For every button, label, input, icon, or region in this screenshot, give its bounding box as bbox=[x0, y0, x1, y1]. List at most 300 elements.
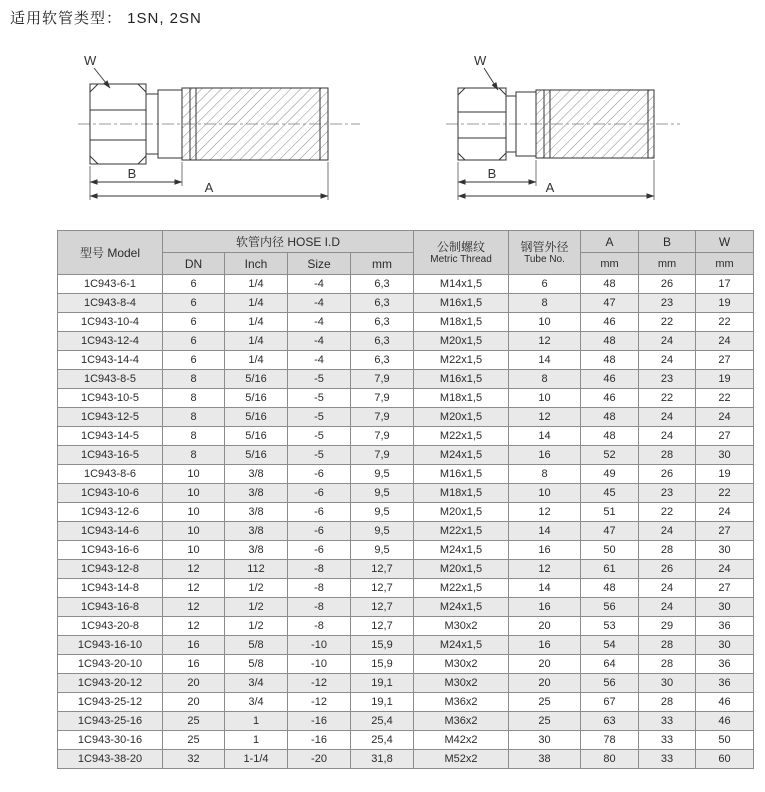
table-cell: 6,3 bbox=[351, 294, 414, 313]
table-cell: -16 bbox=[288, 712, 351, 731]
table-cell: 12 bbox=[163, 617, 225, 636]
table-cell: 54 bbox=[581, 636, 639, 655]
table-row bbox=[58, 332, 754, 351]
table-cell: 60 bbox=[696, 750, 754, 769]
table-cell: 33 bbox=[639, 750, 696, 769]
table-cell: 16 bbox=[163, 655, 225, 674]
table-cell: 25 bbox=[509, 693, 581, 712]
table-row bbox=[58, 427, 754, 446]
table-cell: M20x1,5 bbox=[414, 332, 509, 351]
dim-label-b: B bbox=[127, 166, 137, 181]
table-cell: 1C943-12-6 bbox=[58, 503, 163, 522]
table-cell: 1C943-8-4 bbox=[58, 294, 163, 313]
table-cell: 27 bbox=[696, 427, 754, 446]
table-cell: 36 bbox=[696, 617, 754, 636]
table-cell: 1C943-38-20 bbox=[58, 750, 163, 769]
table-cell: 23 bbox=[639, 370, 696, 389]
tube-en: Tube No. bbox=[524, 253, 565, 265]
table-cell: 10 bbox=[163, 484, 225, 503]
table-cell: 1C943-16-8 bbox=[58, 598, 163, 617]
table-row bbox=[58, 484, 754, 503]
table-cell: 30 bbox=[696, 636, 754, 655]
table-cell: 19,1 bbox=[351, 674, 414, 693]
table-cell: 3/8 bbox=[225, 503, 288, 522]
table-cell: 9,5 bbox=[351, 522, 414, 541]
table-cell: 48 bbox=[581, 332, 639, 351]
table-cell: 1C943-10-5 bbox=[58, 389, 163, 408]
table-cell: 6 bbox=[163, 275, 225, 294]
table-row bbox=[58, 655, 754, 674]
table-cell: 1C943-10-4 bbox=[58, 313, 163, 332]
table-cell: 31,8 bbox=[351, 750, 414, 769]
table-cell: -6 bbox=[288, 522, 351, 541]
table-cell: 3/8 bbox=[225, 541, 288, 560]
table-cell: 8 bbox=[163, 389, 225, 408]
metric-thread-cn: 公制螺纹 bbox=[437, 239, 486, 254]
table-row bbox=[58, 503, 754, 522]
table-cell: 15,9 bbox=[351, 655, 414, 674]
table-cell: M16x1,5 bbox=[414, 294, 509, 313]
table-cell: 28 bbox=[639, 636, 696, 655]
table-cell: 33 bbox=[639, 731, 696, 750]
table-cell: 22 bbox=[639, 503, 696, 522]
table-row bbox=[58, 674, 754, 693]
table-cell: 48 bbox=[581, 351, 639, 370]
table-cell: 12,7 bbox=[351, 560, 414, 579]
dim-label-a: A bbox=[545, 180, 555, 195]
table-cell: -5 bbox=[288, 446, 351, 465]
table-cell: -10 bbox=[288, 636, 351, 655]
table-cell: 8 bbox=[163, 370, 225, 389]
table-cell: 47 bbox=[581, 294, 639, 313]
table-cell: 1/2 bbox=[225, 617, 288, 636]
table-cell: M36x2 bbox=[414, 693, 509, 712]
table-cell: M24x1,5 bbox=[414, 636, 509, 655]
table-cell: 78 bbox=[581, 731, 639, 750]
table-cell: 1C943-14-8 bbox=[58, 579, 163, 598]
table-body bbox=[58, 275, 754, 769]
table-cell: 22 bbox=[639, 389, 696, 408]
table-cell: 25,4 bbox=[351, 712, 414, 731]
header-row-2 bbox=[58, 253, 754, 275]
table-cell: 5/8 bbox=[225, 636, 288, 655]
table-cell: 16 bbox=[163, 636, 225, 655]
table-cell: 24 bbox=[639, 522, 696, 541]
table-row bbox=[58, 617, 754, 636]
table-cell: 8 bbox=[509, 465, 581, 484]
table-cell: 112 bbox=[225, 560, 288, 579]
table-cell: 10 bbox=[163, 503, 225, 522]
table-cell: 12,7 bbox=[351, 598, 414, 617]
table-cell: 38 bbox=[509, 750, 581, 769]
table-cell: 46 bbox=[581, 313, 639, 332]
table-cell: 14 bbox=[509, 579, 581, 598]
table-cell: 22 bbox=[696, 389, 754, 408]
table-row bbox=[58, 465, 754, 484]
table-cell: 24 bbox=[639, 408, 696, 427]
table-cell: 6 bbox=[163, 332, 225, 351]
table-cell: 16 bbox=[509, 598, 581, 617]
table-cell: 22 bbox=[639, 313, 696, 332]
table-cell: 28 bbox=[639, 655, 696, 674]
table-cell: 23 bbox=[639, 484, 696, 503]
table-cell: 3/8 bbox=[225, 484, 288, 503]
table-cell: 63 bbox=[581, 712, 639, 731]
table-cell: 36 bbox=[696, 655, 754, 674]
table-cell: M20x1,5 bbox=[414, 560, 509, 579]
table-cell: 3/4 bbox=[225, 693, 288, 712]
table-cell: 26 bbox=[639, 275, 696, 294]
table-cell: 19 bbox=[696, 370, 754, 389]
table-cell: 1/4 bbox=[225, 332, 288, 351]
table-cell: 5/16 bbox=[225, 408, 288, 427]
table-cell: 7,9 bbox=[351, 370, 414, 389]
table-cell: 36 bbox=[696, 674, 754, 693]
table-cell: 1C943-16-6 bbox=[58, 541, 163, 560]
table-cell: 1C943-25-16 bbox=[58, 712, 163, 731]
table-cell: 3/8 bbox=[225, 465, 288, 484]
table-cell: 10 bbox=[509, 313, 581, 332]
table-row bbox=[58, 313, 754, 332]
table-cell: 14 bbox=[509, 351, 581, 370]
table-cell: 24 bbox=[639, 351, 696, 370]
table-cell: 56 bbox=[581, 598, 639, 617]
table-cell: M30x2 bbox=[414, 617, 509, 636]
table-cell: 1 bbox=[225, 712, 288, 731]
table-cell: 1C943-20-8 bbox=[58, 617, 163, 636]
table-cell: 15,9 bbox=[351, 636, 414, 655]
table-cell: 8 bbox=[163, 408, 225, 427]
table-cell: 33 bbox=[639, 712, 696, 731]
table-cell: 64 bbox=[581, 655, 639, 674]
table-row bbox=[58, 389, 754, 408]
table-cell: 48 bbox=[581, 408, 639, 427]
table-cell: M22x1,5 bbox=[414, 427, 509, 446]
table-cell: 30 bbox=[696, 598, 754, 617]
table-cell: M20x1,5 bbox=[414, 408, 509, 427]
page-title: 适用软管类型： 1SN, 2SN bbox=[10, 10, 202, 27]
table-cell: 48 bbox=[581, 275, 639, 294]
table-cell: 26 bbox=[639, 560, 696, 579]
table-cell: 12 bbox=[509, 408, 581, 427]
col-header-w: W bbox=[696, 231, 754, 253]
table-cell: 24 bbox=[696, 332, 754, 351]
table-cell: 1/2 bbox=[225, 579, 288, 598]
table-row bbox=[58, 731, 754, 750]
table-cell: -4 bbox=[288, 294, 351, 313]
table-cell: 67 bbox=[581, 693, 639, 712]
table-cell: 49 bbox=[581, 465, 639, 484]
table-cell: 1C943-12-4 bbox=[58, 332, 163, 351]
table-cell: M22x1,5 bbox=[414, 351, 509, 370]
table-cell: 6 bbox=[509, 275, 581, 294]
table-cell: 8 bbox=[163, 427, 225, 446]
technical-drawings bbox=[70, 52, 765, 202]
table-cell: 50 bbox=[581, 541, 639, 560]
col-unit-b: mm bbox=[639, 253, 696, 275]
table-cell: 7,9 bbox=[351, 446, 414, 465]
table-cell: 28 bbox=[639, 446, 696, 465]
col-header-mm: mm bbox=[351, 253, 414, 275]
table-cell: 28 bbox=[639, 541, 696, 560]
col-header-dn: DN bbox=[163, 253, 225, 275]
table-cell: 30 bbox=[696, 446, 754, 465]
fitting-diagram-left bbox=[70, 52, 370, 202]
table-cell: 7,9 bbox=[351, 408, 414, 427]
table-cell: 6 bbox=[163, 313, 225, 332]
table-cell: 24 bbox=[696, 560, 754, 579]
table-cell: 30 bbox=[696, 541, 754, 560]
table-cell: 32 bbox=[163, 750, 225, 769]
table-cell: 19 bbox=[696, 465, 754, 484]
table-cell: 16 bbox=[509, 636, 581, 655]
table-cell: 1/2 bbox=[225, 598, 288, 617]
table-cell: 1C943-14-4 bbox=[58, 351, 163, 370]
table-row bbox=[58, 541, 754, 560]
table-cell: 6,3 bbox=[351, 351, 414, 370]
table-cell: -10 bbox=[288, 655, 351, 674]
table-cell: 48 bbox=[581, 579, 639, 598]
table-cell: M42x2 bbox=[414, 731, 509, 750]
col-unit-w: mm bbox=[696, 253, 754, 275]
table-cell: -8 bbox=[288, 617, 351, 636]
table-cell: 48 bbox=[581, 427, 639, 446]
table-cell: 24 bbox=[639, 579, 696, 598]
table-cell: M22x1,5 bbox=[414, 579, 509, 598]
table-cell: 12 bbox=[163, 598, 225, 617]
table-cell: 12 bbox=[163, 560, 225, 579]
table-cell: M16x1,5 bbox=[414, 370, 509, 389]
table-cell: 30 bbox=[639, 674, 696, 693]
table-cell: 24 bbox=[696, 503, 754, 522]
table-cell: 9,5 bbox=[351, 484, 414, 503]
table-cell: 30 bbox=[509, 731, 581, 750]
table-cell: -6 bbox=[288, 503, 351, 522]
table-cell: 12 bbox=[509, 332, 581, 351]
table-cell: 22 bbox=[696, 484, 754, 503]
table-cell: -5 bbox=[288, 408, 351, 427]
table-cell: 9,5 bbox=[351, 503, 414, 522]
table-cell: 20 bbox=[509, 674, 581, 693]
table-cell: 1C943-14-5 bbox=[58, 427, 163, 446]
table-cell: 9,5 bbox=[351, 465, 414, 484]
dim-label-b: B bbox=[487, 166, 497, 181]
table-cell: 14 bbox=[509, 522, 581, 541]
table-cell: -6 bbox=[288, 484, 351, 503]
table-cell: -5 bbox=[288, 427, 351, 446]
table-cell: -12 bbox=[288, 674, 351, 693]
table-cell: 6,3 bbox=[351, 332, 414, 351]
table-cell: 25 bbox=[509, 712, 581, 731]
table-cell: 1C943-30-16 bbox=[58, 731, 163, 750]
table-cell: 25 bbox=[163, 731, 225, 750]
table-cell: -4 bbox=[288, 275, 351, 294]
table-cell: 1C943-12-5 bbox=[58, 408, 163, 427]
header-row-1 bbox=[58, 231, 754, 253]
table-cell: 80 bbox=[581, 750, 639, 769]
table-cell: 8 bbox=[509, 370, 581, 389]
table-cell: 51 bbox=[581, 503, 639, 522]
table-cell: 50 bbox=[696, 731, 754, 750]
table-cell: 24 bbox=[696, 408, 754, 427]
table-cell: M18x1,5 bbox=[414, 484, 509, 503]
table-cell: 5/16 bbox=[225, 389, 288, 408]
table-cell: 1C943-10-6 bbox=[58, 484, 163, 503]
table-cell: 6 bbox=[163, 351, 225, 370]
table-cell: -5 bbox=[288, 389, 351, 408]
table-cell: 1C943-6-1 bbox=[58, 275, 163, 294]
table-row bbox=[58, 693, 754, 712]
table-cell: -6 bbox=[288, 541, 351, 560]
col-header-size: Size bbox=[288, 253, 351, 275]
col-header-tube bbox=[509, 231, 581, 275]
table-cell: 14 bbox=[509, 427, 581, 446]
table-cell: 27 bbox=[696, 579, 754, 598]
table-cell: 19 bbox=[696, 294, 754, 313]
table-cell: 23 bbox=[639, 294, 696, 313]
table-cell: 5/8 bbox=[225, 655, 288, 674]
col-header-b: B bbox=[639, 231, 696, 253]
table-cell: M14x1,5 bbox=[414, 275, 509, 294]
table-cell: 1C943-20-10 bbox=[58, 655, 163, 674]
dim-label-w: W bbox=[474, 53, 487, 68]
table-row bbox=[58, 636, 754, 655]
table-cell: 20 bbox=[163, 693, 225, 712]
table-cell: 1C943-14-6 bbox=[58, 522, 163, 541]
table-cell: M30x2 bbox=[414, 674, 509, 693]
table-cell: 1C943-20-12 bbox=[58, 674, 163, 693]
table-cell: 1C943-12-8 bbox=[58, 560, 163, 579]
table-cell: -4 bbox=[288, 313, 351, 332]
table-cell: 46 bbox=[696, 712, 754, 731]
table-cell: 3/8 bbox=[225, 522, 288, 541]
tube-cn: 钢管外径 bbox=[520, 239, 569, 254]
table-cell: M24x1,5 bbox=[414, 446, 509, 465]
table-row bbox=[58, 370, 754, 389]
dim-label-w: W bbox=[84, 53, 97, 68]
table-cell: 1C943-16-5 bbox=[58, 446, 163, 465]
table-cell: 25 bbox=[163, 712, 225, 731]
table-cell: 1-1/4 bbox=[225, 750, 288, 769]
table-cell: M52x2 bbox=[414, 750, 509, 769]
table-cell: 1 bbox=[225, 731, 288, 750]
table-cell: 12 bbox=[163, 579, 225, 598]
table-cell: 12 bbox=[509, 503, 581, 522]
table-cell: M18x1,5 bbox=[414, 389, 509, 408]
table-cell: 46 bbox=[581, 370, 639, 389]
table-cell: M36x2 bbox=[414, 712, 509, 731]
table-cell: M24x1,5 bbox=[414, 541, 509, 560]
table-cell: 61 bbox=[581, 560, 639, 579]
table-cell: 16 bbox=[509, 541, 581, 560]
table-cell: 24 bbox=[639, 598, 696, 617]
table-cell: M20x1,5 bbox=[414, 503, 509, 522]
table-row bbox=[58, 408, 754, 427]
table-cell: 12,7 bbox=[351, 579, 414, 598]
table-cell: 7,9 bbox=[351, 427, 414, 446]
table-cell: 10 bbox=[509, 389, 581, 408]
table-cell: 1C943-25-12 bbox=[58, 693, 163, 712]
table-cell: -8 bbox=[288, 560, 351, 579]
spec-table bbox=[57, 230, 754, 769]
table-cell: -8 bbox=[288, 579, 351, 598]
col-header-a: A bbox=[581, 231, 639, 253]
table-cell: 25,4 bbox=[351, 731, 414, 750]
table-row bbox=[58, 522, 754, 541]
table-cell: 24 bbox=[639, 427, 696, 446]
table-cell: M24x1,5 bbox=[414, 598, 509, 617]
table-cell: 3/4 bbox=[225, 674, 288, 693]
table-cell: 19,1 bbox=[351, 693, 414, 712]
table-cell: 27 bbox=[696, 522, 754, 541]
table-cell: 1/4 bbox=[225, 275, 288, 294]
table-cell: -6 bbox=[288, 465, 351, 484]
table-cell: -12 bbox=[288, 693, 351, 712]
table-cell: 8 bbox=[509, 294, 581, 313]
col-header-inch: Inch bbox=[225, 253, 288, 275]
table-row bbox=[58, 750, 754, 769]
table-row bbox=[58, 275, 754, 294]
table-cell: 12,7 bbox=[351, 617, 414, 636]
col-unit-a: mm bbox=[581, 253, 639, 275]
spec-table-wrap bbox=[57, 230, 765, 769]
table-cell: 47 bbox=[581, 522, 639, 541]
table-cell: 45 bbox=[581, 484, 639, 503]
dim-label-a: A bbox=[204, 180, 214, 195]
table-cell: 1/4 bbox=[225, 294, 288, 313]
table-cell: 5/16 bbox=[225, 446, 288, 465]
table-cell: 7,9 bbox=[351, 389, 414, 408]
table-cell: 6,3 bbox=[351, 275, 414, 294]
table-cell: 1C943-8-5 bbox=[58, 370, 163, 389]
fitting-diagram-right bbox=[440, 52, 690, 202]
table-row bbox=[58, 712, 754, 731]
table-header bbox=[58, 231, 754, 275]
table-cell: 1/4 bbox=[225, 351, 288, 370]
table-row bbox=[58, 560, 754, 579]
table-cell: 52 bbox=[581, 446, 639, 465]
table-row bbox=[58, 598, 754, 617]
table-cell: 6,3 bbox=[351, 313, 414, 332]
table-row bbox=[58, 446, 754, 465]
table-cell: 24 bbox=[639, 332, 696, 351]
table-cell: 46 bbox=[696, 693, 754, 712]
table-cell: 53 bbox=[581, 617, 639, 636]
table-cell: -20 bbox=[288, 750, 351, 769]
table-cell: 10 bbox=[163, 465, 225, 484]
table-cell: 5/16 bbox=[225, 370, 288, 389]
table-cell: 17 bbox=[696, 275, 754, 294]
table-cell: 20 bbox=[163, 674, 225, 693]
table-cell: -8 bbox=[288, 598, 351, 617]
table-cell: 1C943-8-6 bbox=[58, 465, 163, 484]
table-cell: 28 bbox=[639, 693, 696, 712]
table-cell: 46 bbox=[581, 389, 639, 408]
table-cell: 1/4 bbox=[225, 313, 288, 332]
table-cell: 10 bbox=[163, 522, 225, 541]
metric-thread-en: Metric Thread bbox=[430, 253, 492, 265]
col-header-metric-thread bbox=[414, 231, 509, 275]
table-cell: M22x1,5 bbox=[414, 522, 509, 541]
table-cell: 12 bbox=[509, 560, 581, 579]
table-cell: 5/16 bbox=[225, 427, 288, 446]
table-cell: 20 bbox=[509, 617, 581, 636]
table-cell: M16x1,5 bbox=[414, 465, 509, 484]
table-cell: -5 bbox=[288, 370, 351, 389]
col-header-hose-id: 软管内径 HOSE I.D bbox=[163, 231, 414, 253]
table-cell: M30x2 bbox=[414, 655, 509, 674]
table-cell: 8 bbox=[163, 446, 225, 465]
